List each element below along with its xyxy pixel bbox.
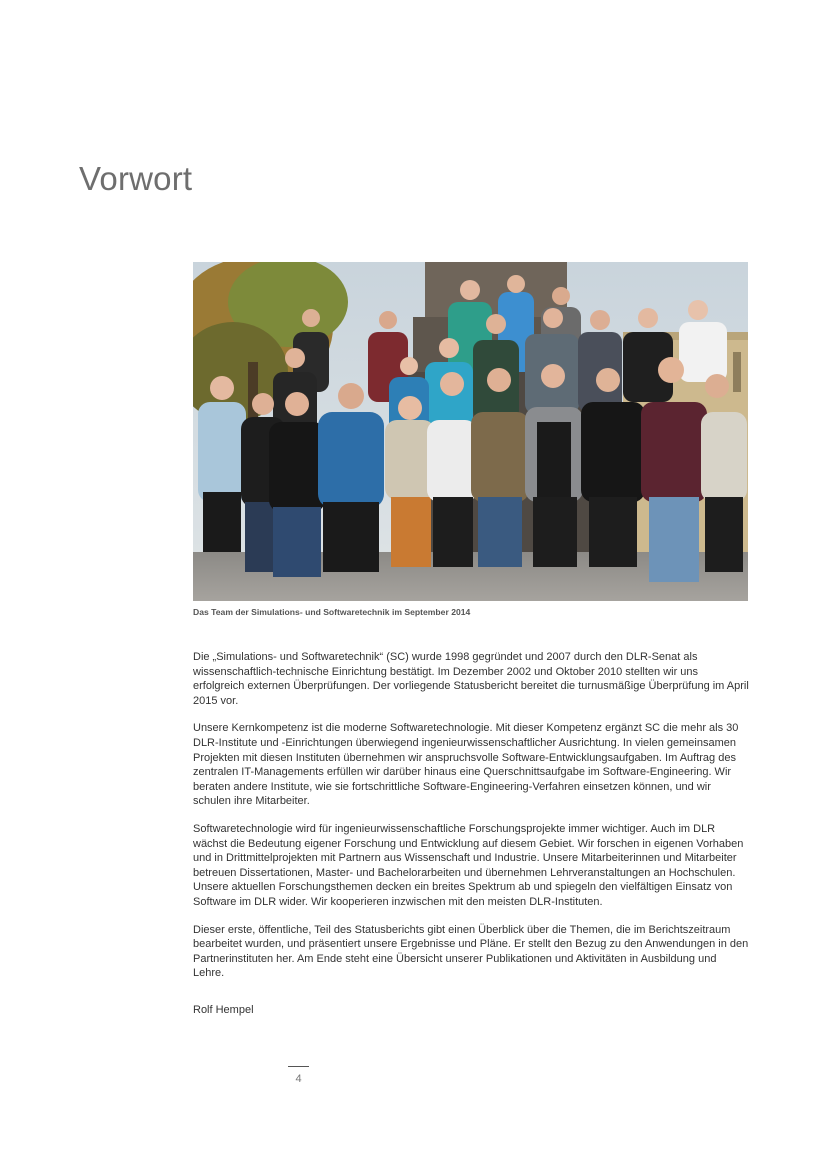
team-photo bbox=[193, 262, 748, 601]
page-number-rule bbox=[288, 1066, 309, 1067]
paragraph: Softwaretechnologie wird für ingenieurwissenschaftliche Forschungsprojekte immer wichtiger. Auch im DLR wächst die Bedeutung eigener Forschung und Entwicklung auf diesem Gebiet. Wir forschen in eigenen Vorhaben und in Drittmittelprojekten mit Partnern aus Wissenschaft und Industrie. Unsere Mitarbeiterinnen und Mitarbeiter betreuen Dissertationen, Master- und Bachelorarbeiten und übernehmen Lehrveranstaltungen an Hochschulen. Unsere aktuellen Forschungsthemen decken ein breites Spektrum ab und spiegeln den vielfältigen Einsatz von Software im DLR wider. Wir kooperieren inzwischen mit den meisten DLR-Instituten. bbox=[193, 822, 744, 908]
photo-caption: Das Team der Simulations- und Softwaretechnik im September 2014 bbox=[193, 607, 471, 617]
paragraph: Unsere Kernkompetenz ist die moderne Softwaretechnologie. Mit dieser Kompetenz ergänzt SC die mehr als 30 DLR-Institute und -Einrichtungen überwiegend ingenieurwissenschaftlicher Ausrichtung. In vielen gemeinsamen Projekten mit diesen Instituten übernehmen wir anspruchsvolle Software-Entwicklungsaufgaben. Im Auftrag des zentralen IT-Managements erfüllen wir darüber hinaus eine Querschnittsaufgabe im Software-Engineering. Wir beraten andere Institute, wie sie fortschrittliche Software-Engineering-Verfahren einsetzen können, und wir schulen ihre Mitarbeiter. bbox=[193, 722, 739, 808]
paragraph: Die „Simulations- und Softwaretechnik“ (SC) wurde 1998 gegründet und 2007 durch den DLR-Senat als wissenschaftlich-technische Einrichtung bestätigt. Im Dezember 2002 und Oktober 2010 stellten wir uns erfolgreich externen Überprüfungen. Der vorliegende Statusbericht bereitet die turnusmäßige Überprüfung im April 2015 vor. bbox=[193, 651, 749, 707]
signature: Rolf Hempel bbox=[193, 1004, 254, 1016]
page-number: 4 bbox=[295, 1073, 302, 1085]
paragraph: Dieser erste, öffentliche, Teil des Statusberichts gibt einen Überblick über die Themen, die im Berichtszeitraum bearbeitet wurden, und präsentiert unsere Ergebnisse und Pläne. Er stellt den Bezug zu den Anwendungen in den Partnerinstituten her. Am Ende steht eine Übersicht unserer Publikationen und Aktivitäten in Ausbildung und Lehre. bbox=[193, 923, 749, 980]
body-text bbox=[193, 650, 749, 994]
page-title: Vorwort bbox=[79, 160, 193, 197]
